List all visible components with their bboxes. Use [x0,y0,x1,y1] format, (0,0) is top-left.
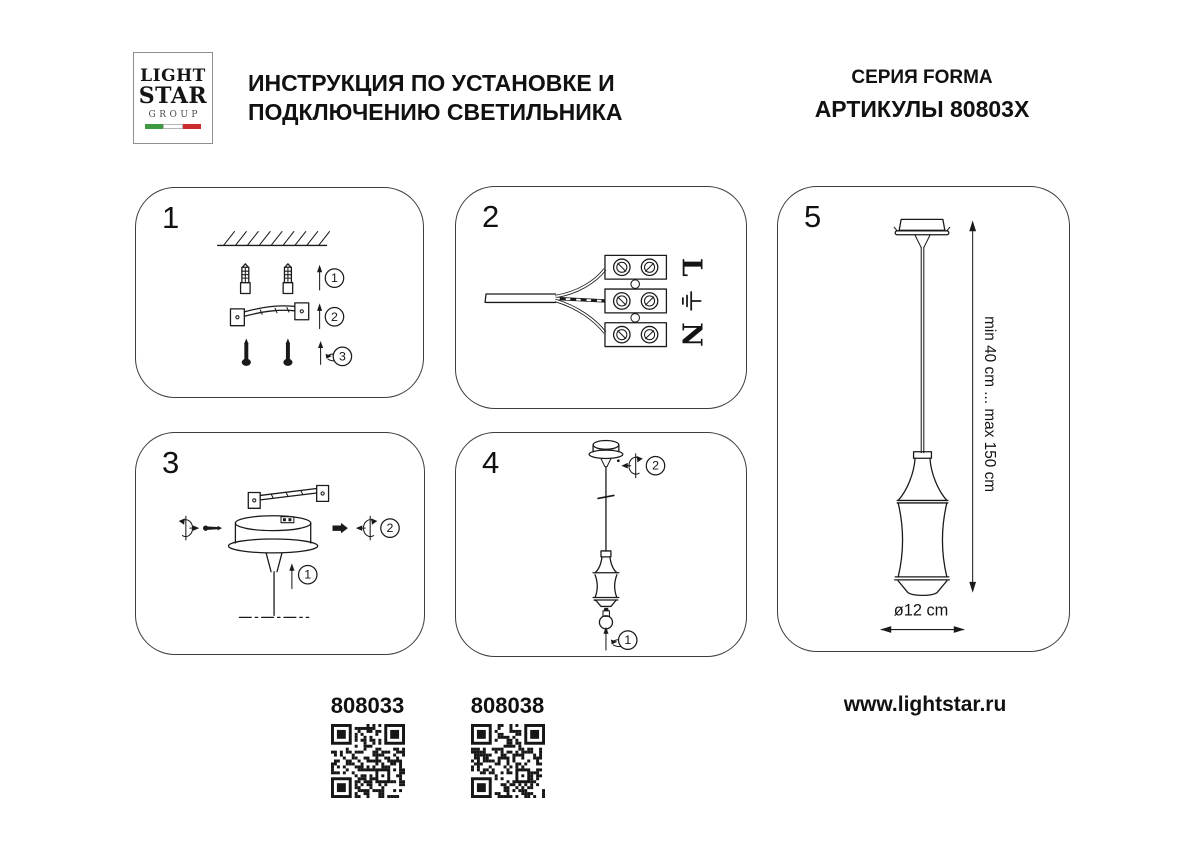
ceiling-hatch [218,232,330,246]
step-arrow-up [289,563,294,588]
step-marker-1 [299,566,317,584]
step4-panel [455,432,747,657]
step-marker-2 [325,308,343,326]
svg-text:3: 3 [338,349,346,364]
screwing-rotation-icon [621,454,643,478]
terminal-screws [614,259,658,343]
screw [242,339,251,366]
diameter-label: ø12 cm [893,601,949,620]
ceiling-canopy [589,441,623,467]
ceiling-canopy [894,219,950,247]
screw-arrow-icon [333,523,348,534]
lamp-shade [895,452,950,596]
step-marker-3 [333,347,351,365]
assembled-lamp-panel [777,186,1070,652]
svg-text:2: 2 [386,521,394,536]
step-number: 4 [482,445,500,480]
wire-neutral [555,300,605,332]
step-arrow-up [317,303,322,328]
step-marker-2 [381,519,399,537]
flag-red [183,124,201,129]
step-marker-1 [325,269,343,287]
mains-cable [485,294,555,302]
series-block [772,68,1072,121]
terminal-block [605,255,666,346]
logo-star-text: STAR [138,83,208,109]
qr-code [331,724,405,798]
ceiling-canopy [228,516,317,553]
neutral-label: N [675,322,707,347]
suspension-cable [921,247,924,453]
height-dimension [969,220,998,592]
step-number: 2 [482,199,500,234]
svg-text:2: 2 [652,458,659,473]
step-arrow-up [317,265,322,290]
title-line2: ПОДКЛЮЧЕНИЮ СВЕТИЛЬНИКА [248,99,623,125]
screw [283,339,292,366]
qr-code [471,724,545,798]
flag-green [145,124,163,129]
lamp-shade [593,551,619,607]
lightstar-logo [133,52,213,144]
step3-panel [135,432,425,655]
website-url: www.lightstar.ru [843,693,1007,716]
live-label: L [675,257,707,277]
diameter-dimension [880,602,964,633]
articles-label: АРТИКУЛЫ 80803X [814,96,1030,122]
italian-flag-stripe [145,124,202,129]
step-marker-1 [619,631,637,649]
height-range-label: min 40 cm ... max 150 cm [981,316,999,493]
screwing-rotation-icon [179,516,200,540]
mounting-bracket [230,303,308,326]
suspension-cable [598,467,614,551]
svg-text:2: 2 [331,309,338,324]
page-title [248,69,668,127]
ground-icon [683,292,701,310]
step1-panel [135,187,424,398]
step2-panel [455,186,747,409]
assembled-lamp-drawing [778,187,1069,651]
mounting-bracket [248,486,328,509]
step-number: 1 [162,200,180,235]
wire-live [555,269,605,296]
svg-text:1: 1 [304,567,312,582]
wire-ground [555,298,605,300]
step2-wiring-drawing [456,187,746,408]
svg-text:1: 1 [331,271,338,286]
logo-light-text: LIGHT [140,66,206,86]
step-number: 5 [804,199,822,234]
step4-drawing [456,433,746,656]
screw-icon [203,525,222,530]
svg-text:1: 1 [624,633,632,648]
title-line1: ИНСТРУКЦИЯ ПО УСТАНОВКЕ И [248,70,615,96]
series-name: СЕРИЯ FORMA [851,67,993,88]
step-marker-2 [646,456,664,474]
article-number-2: 808038 [470,693,545,718]
screwing-rotation-icon [356,516,378,540]
wall-plug [241,264,251,294]
wall-plug [283,264,293,294]
cord-grip-and-cable [239,553,308,617]
light-bulb [599,608,612,629]
flag-white [163,124,183,129]
step-number: 3 [162,445,180,480]
logo-group-text: GROUP [148,110,201,120]
article-number-1: 808033 [330,693,405,718]
